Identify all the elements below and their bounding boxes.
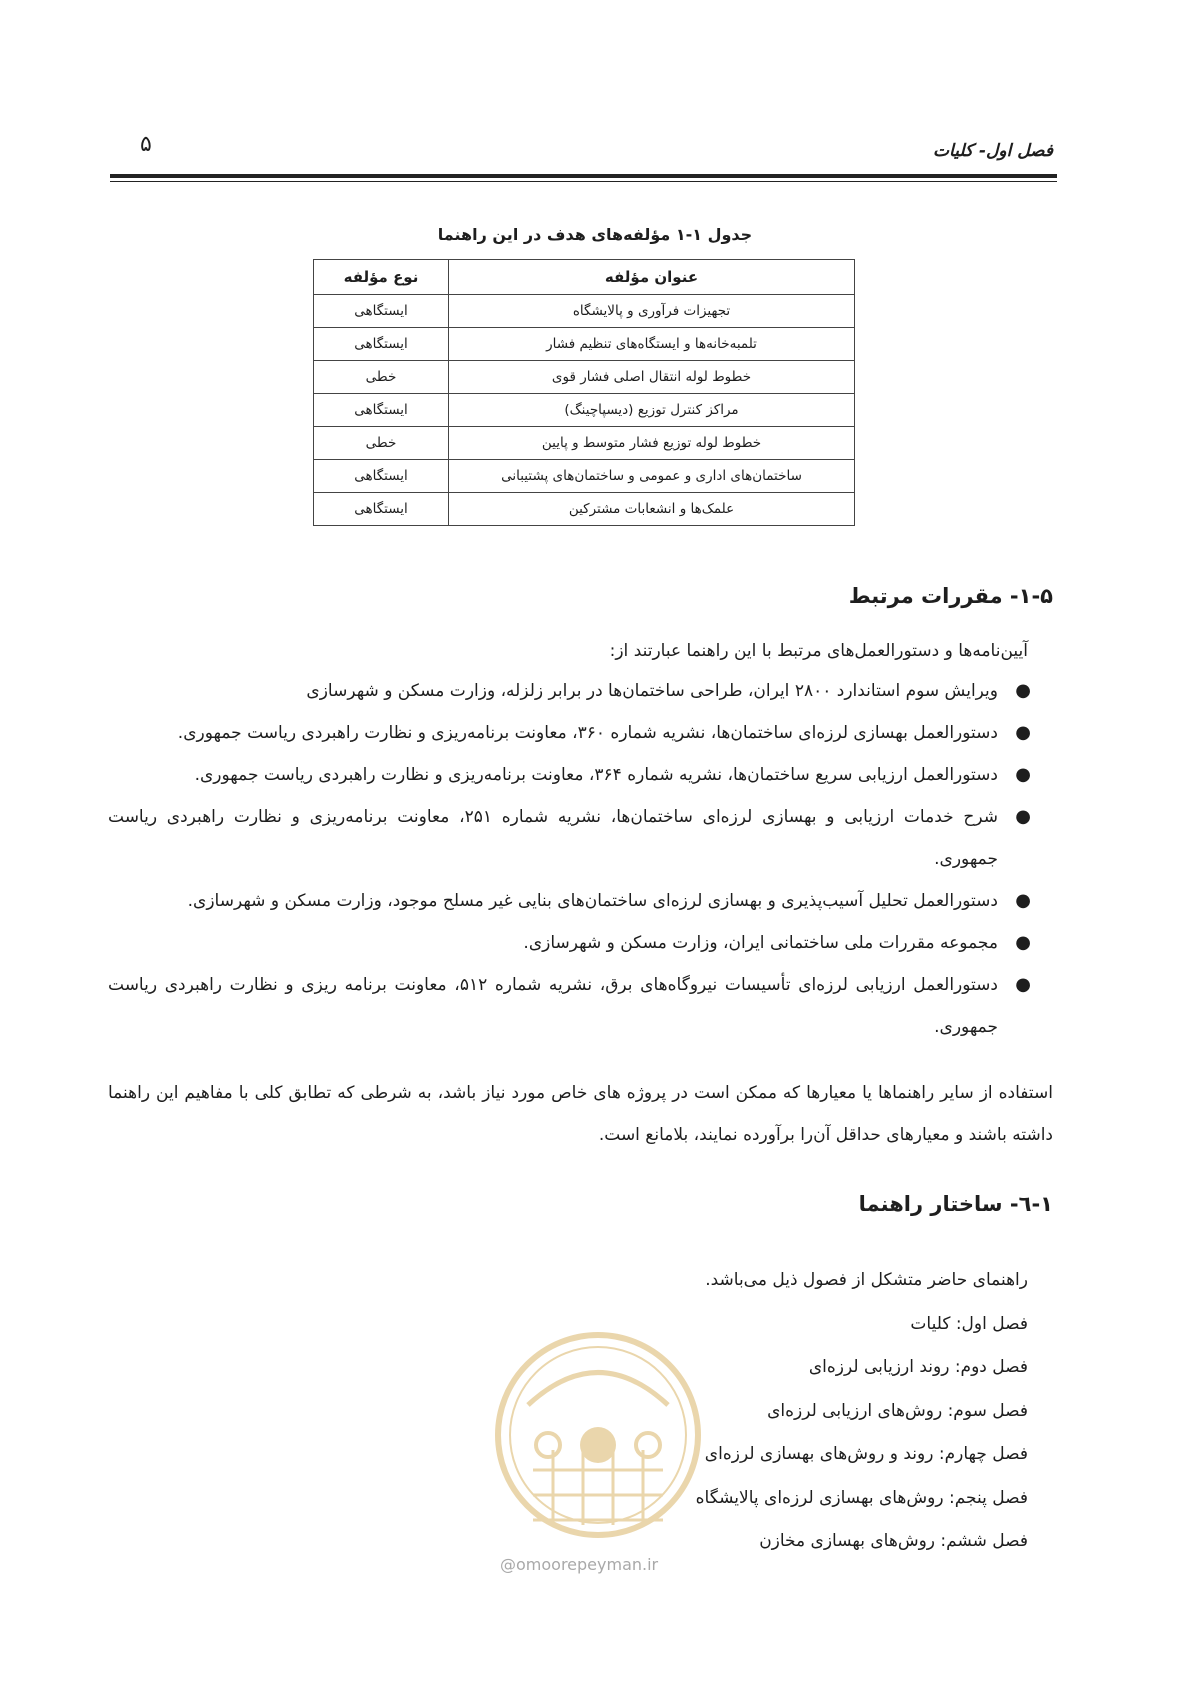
chapter-item: فصل سوم: روش‌های ارزیابی لرزه‌ای: [767, 1400, 1028, 1421]
cell-title: ساختمان‌های اداری و عمومی و ساختمان‌های پشتیبانی: [449, 460, 855, 493]
list-item: [108, 670, 1053, 712]
section-heading-regulations: ۱-۵- مقررات مرتبط: [848, 584, 1053, 608]
header-rule-thick: [110, 174, 1057, 178]
structure-list: [696, 1259, 1028, 1564]
list-item: [108, 712, 1053, 754]
table-row: [314, 328, 855, 361]
bullet-icon: ●: [1015, 974, 1031, 995]
cell-title: خطوط لوله توزیع فشار متوسط و پایین: [449, 427, 855, 460]
section-heading-structure: ۱-٦- ساختار راهنما: [858, 1192, 1053, 1216]
cell-title: علمک‌ها و انشعابات مشترکین: [449, 493, 855, 526]
list-item: [108, 796, 1053, 880]
bullet-icon: ●: [1015, 932, 1031, 953]
cell-title: خطوط لوله انتقال اصلی فشار قوی: [449, 361, 855, 394]
cell-type: ایستگاهی: [314, 460, 449, 493]
regulations-intro: آیین‌نامه‌ها و دستورالعمل‌های مرتبط با این راهنما عبارتند از:: [609, 641, 1028, 661]
cell-type: ایستگاهی: [314, 328, 449, 361]
header-type: نوع مؤلفه: [314, 260, 449, 295]
table-row: [314, 493, 855, 526]
cell-type: خطی: [314, 427, 449, 460]
table-header-row: [314, 260, 855, 295]
header-title: عنوان مؤلفه: [449, 260, 855, 295]
components-table: [313, 259, 855, 526]
list-item-text: مجموعه مقررات ملی ساختمانی ایران، وزارت مسکن و شهرسازی.: [523, 933, 998, 953]
table-row: [314, 427, 855, 460]
list-item-text: دستورالعمل ارزیابی سریع ساختمان‌ها، نشریه شماره ۳۶۴، معاونت برنامه‌ریزی و نظارت راهبردی ریاست جمهوری.: [194, 765, 998, 785]
bullet-icon: ●: [1015, 680, 1031, 701]
table-row: [314, 394, 855, 427]
chapter-item: فصل پنجم: روش‌های بهسازی لرزه‌ای پالایشگاه: [695, 1487, 1028, 1508]
bullet-icon: ●: [1015, 764, 1031, 785]
list-item-text: دستورالعمل بهسازی لرزه‌ای ساختمان‌ها، نشریه شماره ۳۶۰، معاونت برنامه‌ریزی و نظارت راهبردی ریاست جمهوری.: [177, 723, 998, 743]
regulations-closing: استفاده از سایر راهنماها یا معیارها که ممکن است در پروژه های خاص مورد نیاز باشد، به شرطی که تطابق کلی با مفاهیم این راهنما داشته باشند و معیارهای حداقل آن‌را برآورده نمایند، بلامانع است.: [108, 1083, 1053, 1145]
list-item: [108, 922, 1053, 964]
cell-type: ایستگاهی: [314, 394, 449, 427]
list-item-text: شرح خدمات ارزیابی و بهسازی لرزه‌ای ساختمان‌ها، نشریه شماره ۲۵۱، معاونت برنامه‌ریزی و نظارت راهبردی ریاست جمهوری.: [108, 807, 998, 869]
structure-intro: راهنمای حاضر متشکل از فصول ذیل می‌باشد.: [705, 1270, 1028, 1290]
cell-type: ایستگاهی: [314, 295, 449, 328]
bullet-icon: ●: [1015, 806, 1031, 827]
table-row: [314, 361, 855, 394]
chapter-item: فصل اول: کلیات: [910, 1313, 1028, 1334]
list-item: [108, 964, 1053, 1048]
cell-title: تلمبه‌خانه‌ها و ایستگاه‌های تنظیم فشار: [449, 328, 855, 361]
header-rule-thin: [110, 181, 1057, 182]
list-item-text: ویرایش سوم استاندارد ۲۸۰۰ ایران، طراحی ساختمان‌ها در برابر زلزله، وزارت مسکن و شهرسازی: [306, 681, 998, 701]
cell-type: ایستگاهی: [314, 493, 449, 526]
cell-type: خطی: [314, 361, 449, 394]
watermark-url: @omoorepeyman.ir: [500, 1555, 659, 1574]
chapter-item: فصل دوم: روند ارزیابی لرزه‌ای: [808, 1357, 1028, 1377]
table-row: [314, 460, 855, 493]
list-item-text: دستورالعمل ارزیابی لرزه‌ای تأسیسات نیروگاه‌های برق، نشریه شماره ۵۱۲، معاونت برنامه ریزی و نظارت راهبردی ریاست جمهوری.: [108, 975, 998, 1037]
list-item: [108, 880, 1053, 922]
bullet-icon: ●: [1015, 890, 1031, 911]
chapter-item: فصل ششم: روش‌های بهسازی مخازن: [759, 1531, 1028, 1551]
regulations-list: [108, 670, 1053, 1048]
list-item-text: دستورالعمل تحلیل آسیب‌پذیری و بهسازی لرزه‌ای ساختمان‌های بنایی غیر مسلح موجود، وزارت مسکن و شهرسازی.: [187, 891, 998, 911]
list-item: [108, 754, 1053, 796]
cell-title: تجهیزات فرآوری و پالایشگاه: [449, 295, 855, 328]
chapter-title: فصل اول- کلیات: [933, 141, 1053, 161]
table-row: [314, 295, 855, 328]
cell-title: مراکز کنترل توزیع (دیسپاچینگ): [449, 394, 855, 427]
page-number: ۵: [140, 132, 152, 157]
watermark-logo-icon: [488, 1320, 708, 1565]
bullet-icon: ●: [1015, 722, 1031, 743]
table-caption: جدول ۱-۱ مؤلفه‌های هدف در این راهنما: [437, 225, 753, 244]
chapter-item: فصل چهارم: روند و روش‌های بهسازی لرزه‌ای: [704, 1444, 1028, 1464]
